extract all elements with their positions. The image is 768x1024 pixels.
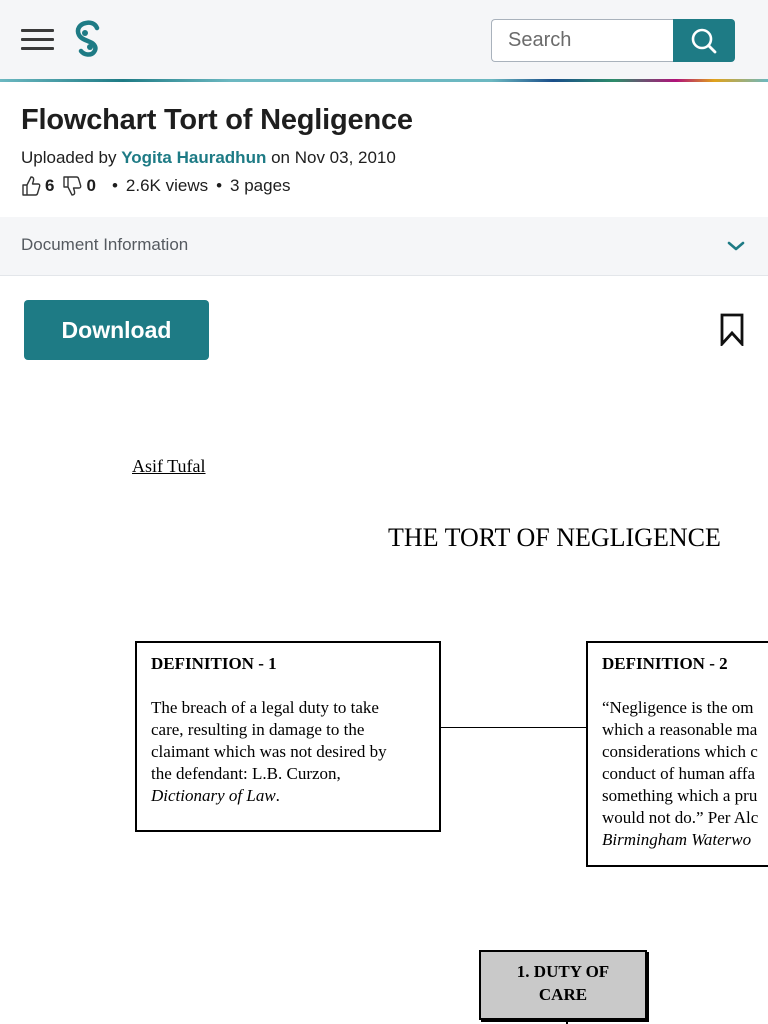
definition-2-line: considerations which c [602,742,758,761]
definition-2-source-line [602,829,768,851]
duty-of-care-line: CARE [538,985,588,1004]
views-count: 2.6K views [125,176,209,195]
separator-dot: • [216,176,223,195]
upload-date: on Nov 03, 2010 [271,148,396,167]
definition-1-line: care, resulting in damage to the [151,720,365,739]
definition-2-line: would not do.” Per Alc [602,808,759,827]
definition-2-line: something which a pru [602,786,758,805]
search-field[interactable] [491,19,674,62]
chevron-down-icon [726,239,746,253]
hamburger-menu-icon[interactable] [21,29,54,51]
definition-2-source: Birmingham Waterwo [602,830,752,849]
page-count: 3 pages [230,176,291,195]
definition-2-title: DEFINITION - 2 [602,654,728,673]
document-information-toggle[interactable] [0,217,768,276]
thumbs-up-icon[interactable] [21,175,41,197]
document-title: Flowchart Tort of Negligence [21,104,413,136]
definition-2-line: conduct of human affa [602,764,756,783]
separator-dot: • [111,176,118,195]
document-heading: THE TORT OF NEGLIGENCE [388,523,721,552]
search-input[interactable] [492,20,674,61]
definition-2-line: “Negligence is the om [602,698,754,717]
definition-1-line: the defendant: L.B. Curzon, [151,764,341,783]
likes-count: 6 [45,176,55,195]
scribd-logo-icon[interactable] [70,20,106,60]
document-stats [21,175,291,197]
definition-1-source-suffix: . [275,786,280,805]
header-accent-line [0,79,768,82]
definition-1-source: Dictionary of Law [151,786,276,805]
document-information-label: Document Information [21,235,189,254]
uploaded-by-label: Uploaded by [21,148,117,167]
definition-1-title: DEFINITION - 1 [151,654,277,673]
upload-info [21,148,396,168]
top-bar [0,0,768,80]
definition-1-line: The breach of a legal duty to take [151,698,379,717]
thumbs-down-icon[interactable] [62,175,82,197]
dislikes-count: 0 [86,176,96,195]
definition-2-line: which a reasonable ma [602,720,758,739]
definition-1-source-line [151,785,425,807]
search-icon [690,27,718,55]
flowchart-connector [441,727,586,728]
definition-1-box [135,641,441,832]
document-preview [0,380,768,1024]
bookmark-icon[interactable] [720,313,744,346]
duty-of-care-box [479,950,647,1020]
document-author: Asif Tufal [132,456,206,476]
definition-1-line: claimant which was not desired by [151,742,387,761]
definition-2-box [586,641,768,867]
download-button[interactable]: Download [24,300,209,360]
duty-of-care-line: 1. DUTY OF [516,962,610,981]
flowchart-connector [566,1020,568,1024]
search-button[interactable] [673,19,735,62]
author-link[interactable]: Yogita Hauradhun [121,148,267,167]
